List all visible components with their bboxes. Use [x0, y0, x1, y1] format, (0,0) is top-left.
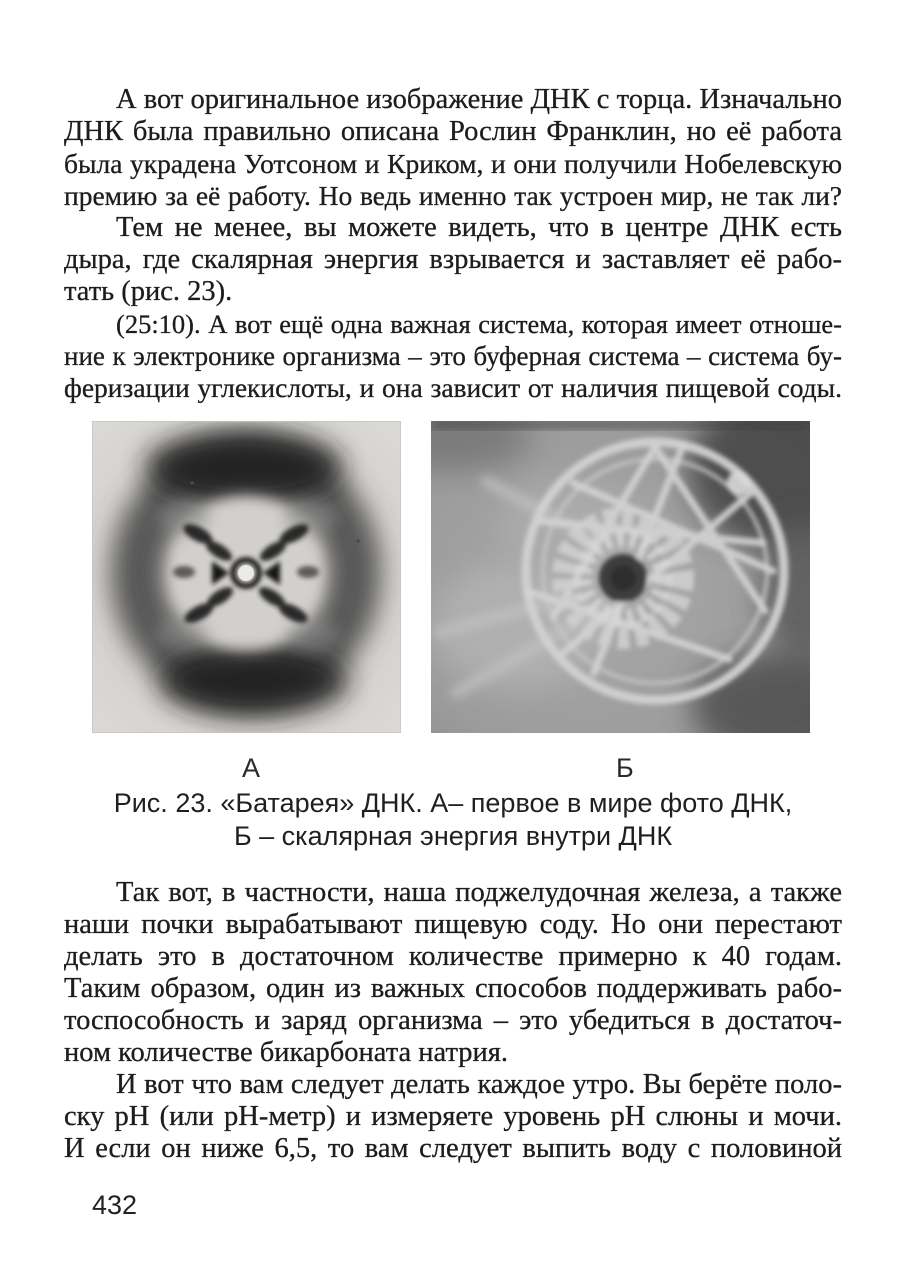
book-page-content — [64, 84, 842, 1165]
figure-23 — [64, 421, 842, 853]
figure-labels-row — [64, 753, 842, 785]
text-line: Так вот, в частности, наша поджелудочная железа, а также — [116, 877, 842, 908]
text-line: (25:10). А вот ещё одна важная система, которая имеет отноше- — [116, 309, 842, 339]
page-number: 432 — [92, 1190, 138, 1220]
text-line: была украдена Уотсоном и Криком, и они получили Нобелевскую — [64, 148, 842, 179]
caption-line-1: Рис. 23. «Батарея» ДНК. А– первое в мире фото ДНК, — [113, 788, 793, 818]
text-line: дыра, где скалярная энергия взрывается и заставляет её рабо- — [64, 244, 842, 275]
text-line: Таким образом, один из важных способов поддерживать рабо- — [64, 973, 842, 1004]
text-block-top — [64, 84, 842, 404]
text-line: наши почки вырабатывают пищевую соду. Но они перестают — [64, 909, 842, 940]
text-line: И если он ниже 6,5, то вам следует выпить воду с половиной — [64, 1133, 842, 1164]
text-line: И вот что вам следует делать каждое утро. Вы берёте поло- — [116, 1069, 842, 1100]
text-line: премию за её работу. Но ведь именно так устроен мир, не так ли? — [64, 180, 842, 211]
figure-images-row — [64, 421, 842, 733]
text-line: Тем не менее, вы можете видеть, что в центре ДНК есть — [116, 212, 842, 243]
text-block-bottom — [64, 877, 842, 1165]
text-line: ску pH (или pH-метр) и измеряете уровень pH слюны и мочи. — [64, 1101, 842, 1132]
figure-caption — [64, 787, 842, 853]
text-line: тоспособность и заряд организма – это убедиться в достаточ- — [64, 1005, 842, 1036]
text-line: феризации углекислоты, и она зависит от наличия пищевой соды. — [64, 372, 842, 403]
text-line: делать это в достаточном количестве примерно к 40 годам. — [64, 941, 842, 972]
caption-line-2: Б – скалярная энергия внутри ДНК — [233, 821, 673, 851]
text-line: ДНК была правильно описана Рослин Франклин, но её работа — [64, 116, 842, 147]
text-line: А вот оригинальное изображение ДНК с торца. Изначально — [116, 84, 842, 115]
text-line: тать (рис. 23). — [64, 276, 233, 307]
scalar-energy-spiral-wheel-photo — [431, 421, 810, 733]
text-line: ном количестве бикарбоната натрия. — [64, 1037, 508, 1068]
text-line: ние к электронике организма – это буферная система – система бу- — [64, 341, 842, 371]
figure-label-b: Б — [616, 753, 634, 783]
dna-xray-diffraction-photo — [92, 421, 401, 733]
figure-label-a: А — [242, 753, 261, 783]
